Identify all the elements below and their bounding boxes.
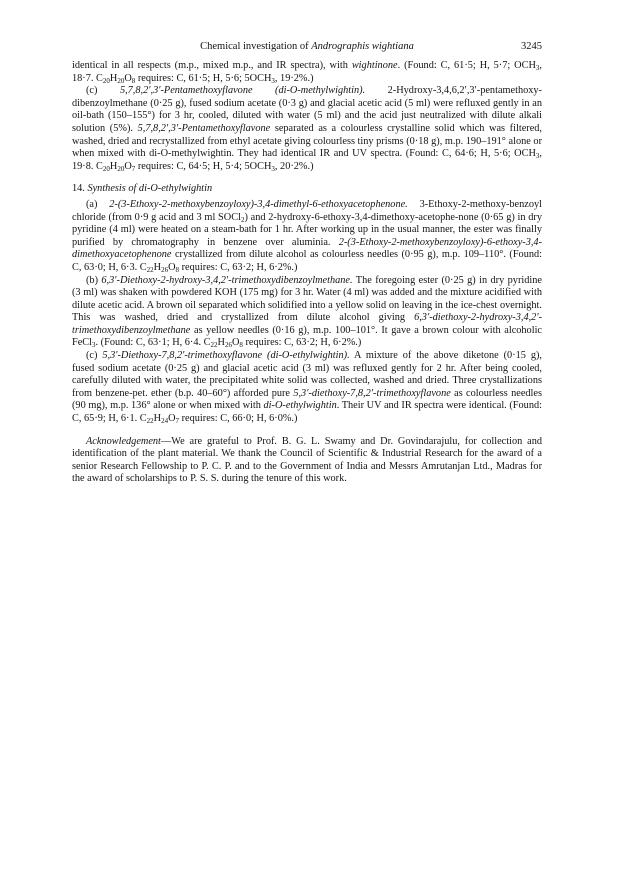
section-heading-14 <box>72 183 542 196</box>
text-run: ) and 2-hydroxy-6-ethoxy-3,4-dimethoxy-acetophe-none (0·65 g) in dry pyridine (4 ml) were heated on a steam-bath for 1 hr. After working up in the usual manner, the ester was finally purified by chromatography in benzene over aluminia. <box>72 211 542 248</box>
italic-text: 2-(3-Ethoxy-2-methoxybenzoyloxy)-6-ethoxy-3,4-dimethoxyacetophenone <box>72 236 542 261</box>
text-run: , 18·7. C <box>72 60 542 84</box>
formula-subscript: 20 <box>102 164 110 173</box>
italic-text: 6,3′-diethoxy-2-hydroxy-3,4,2′-trimethoxydibenzoylmethane <box>72 312 542 336</box>
formula-subscript: 3 <box>271 76 275 85</box>
italic-text: 5,7,8,2′,3′-Pentamethoxyflavone <box>137 122 271 134</box>
text-run: A mixture of the above diketone (0·15 g), fused sodium acetate (0·25 g) and glacial acetic acid (3 ml) was refluxed gently for 2 hr. After being cooled, carefully diluted with water, the precipitated white solid was collected, washed and dried. Three crystallizations from benzene-pet. ether (b.p. 40–60°) afforded pure <box>72 350 542 399</box>
italic-text: wightinone <box>351 60 398 71</box>
formula-subscript: 20 <box>117 76 125 85</box>
paragraph-diethylwightin <box>72 350 542 426</box>
formula-subscript: 26 <box>161 265 169 274</box>
text-run: 3-Ethoxy-2-methoxy-benzoyl chloride (from 0·9 g acid and 3 ml SOCl <box>72 198 542 223</box>
formula-subscript: 3 <box>535 64 540 72</box>
formula-subscript: 24 <box>161 417 169 426</box>
paragraph-pentamethoxyflavone <box>72 85 542 173</box>
text-run: H <box>109 72 118 84</box>
formula-subscript: 3 <box>271 164 275 173</box>
text-run: H <box>109 160 118 172</box>
formula-subscript: 3 <box>92 341 96 350</box>
text-run: crystallized from dilute alcohol as colourless needles (0·95 g), m.p. 109–110°. (Found: C, 63·0; H, 6·3. C <box>72 249 542 273</box>
text-run: O <box>168 261 176 273</box>
text-run: requires: C, 66·0; H, 6·0%.) <box>179 413 298 425</box>
italic-text: 5,3′-diethoxy-7,8,2′-trimethoxyflavone <box>293 387 451 399</box>
text-run: The foregoing ester (0·25 g) in dry pyridine (3 ml) was shaken with powdered KOH (175 mg) for 3 hr. Water (4 ml) was added and the mixture acidified with dilute acetic acid. A brown oil separated which solidified into a yellow solid on leaving in the ice-chest overnight. This was washed, dried and crystallized from dilute alcohol giving <box>72 274 542 324</box>
formula-subscript: 22 <box>146 265 154 274</box>
formula-subscript: 7 <box>131 164 136 173</box>
text-run: requires: C, 63·2; H, 6·2%.) <box>179 261 298 273</box>
running-title-text: Chemical investigation of <box>200 41 312 52</box>
text-run: (a) <box>86 198 110 210</box>
text-run: requires: C, 61·5; H, 5·6; 5OCH <box>135 72 272 84</box>
text-run: identical in all respects (m.p., mixed m.p., and IR spectra), with <box>72 60 352 71</box>
acknowledgement-label: Acknowledgement <box>86 435 161 447</box>
italic-text: 5,3′-Diethoxy-7,8,2′-trimethoxyflavone (di-O-ethylwightin). <box>102 350 350 362</box>
formula-subscript: 22 <box>146 417 154 426</box>
article-body <box>72 60 542 486</box>
formula-subscript: 20 <box>102 76 110 85</box>
text-run: (c) <box>86 350 103 362</box>
acknowledgement-paragraph <box>72 436 542 486</box>
running-header <box>72 40 542 54</box>
text-run: , 19·2%.) <box>274 72 314 84</box>
italic-text: Synthesis of di-O-ethylwightin <box>87 183 213 195</box>
italic-text: 2-(3-Ethoxy-2-methoxybenzoyloxy)-3,4-dimethyl-6-ethoxyacetophenone. <box>109 198 408 210</box>
formula-subscript: 7 <box>175 417 180 426</box>
acknowledgement-text: —We are grateful to Prof. B. G. L. Swamy and Dr. Govindarajulu, for collection and identification of the plant material. We thank the Council of Scientific & Industrial Research for the award of a senior Research Fellowship to P. C. P. and to the Government of India and Messrs Amrutanjan Ltd., Madras for the award of scholarships to P. S. S. during the tenure of this work. <box>72 435 542 485</box>
italic-text: 5,7,8,2′,3′-Pentamethoxyflavone (di-O-methylwightin). <box>119 85 366 97</box>
text-run: O <box>231 337 240 349</box>
text-run: , 20·2%.) <box>274 160 314 172</box>
paragraph-wightinone-analysis <box>72 60 542 85</box>
text-run: H <box>153 261 162 273</box>
text-run: H <box>217 337 225 349</box>
formula-subscript: 3 <box>535 152 540 161</box>
page-number: 3245 <box>521 41 542 52</box>
text-run: requires: C, 63·2; H, 6·2%.) <box>242 337 362 349</box>
formula-subscript: 8 <box>131 76 136 85</box>
text-run: O <box>168 413 176 425</box>
formula-subscript: 26 <box>224 341 232 350</box>
text-run: 2-Hydroxy-3,4,6,2′,3′-pentamethoxy-dibenzoylmethane (0·25 g), fused sodium acetate (0·3 g) and glacial acetic acid (5 ml) were refluxed gently in an oil-bath (150–155°) for 3 hr, cooled, diluted with water (5 ml) and the acid just neutralized with dilute alkali solution (5%). <box>72 85 542 134</box>
text-run: . (Found: C, 63·1; H, 6·4. C <box>95 337 211 349</box>
italic-text: di-O-ethylwightin <box>263 400 337 412</box>
italic-text: 6,3′-Diethoxy-2-hydroxy-3,4,2′-trimethoxydibenzoylmethane. <box>101 274 353 286</box>
text-run: O <box>124 160 132 172</box>
running-title <box>72 40 542 54</box>
text-run: as yellow needles (0·16 g), m.p. 100–101°. It gave a brown colour with alcoholic FeCl <box>72 324 542 349</box>
paragraph-ester-synthesis <box>72 199 542 275</box>
text-run: requires: C, 64·5; H, 5·4; 5OCH <box>135 160 272 172</box>
text-run: O <box>124 72 132 84</box>
formula-subscript: 20 <box>117 164 125 173</box>
text-run: 14. <box>72 183 88 195</box>
formula-subscript: 2 <box>240 215 245 224</box>
formula-subscript: 8 <box>239 341 243 350</box>
text-run: separated as a colourless crystalline solid which was filtered, washed, dried and recrystallized from ethyl acetate giving colourless tiny prisms (0·18 g), m.p. 190–191° alone or when mixed with di-O-methylwightin. They had identical IR and UV spectra. (Found: C, 64·6; H, 5·6; OCH <box>72 122 542 160</box>
running-title-species: Andrographis wightiana <box>311 41 414 52</box>
text-run: (c) <box>86 85 120 97</box>
text-run: as colourless needles (90 mg), m.p. 136° alone or when mixed with <box>72 387 542 412</box>
text-run: , 19·8. C <box>72 148 542 172</box>
text-run: . (Found: C, 61·5; H, 5·7; OCH <box>397 60 536 71</box>
paragraph-dibenzoylmethane <box>72 275 542 351</box>
text-run: H <box>153 413 162 425</box>
text-run: . Their UV and IR spectra were identical. (Found: C, 65·9; H, 6·1. C <box>72 400 542 425</box>
text-run: (b) <box>86 274 102 286</box>
formula-subscript: 22 <box>210 341 218 350</box>
formula-subscript: 8 <box>175 265 180 274</box>
